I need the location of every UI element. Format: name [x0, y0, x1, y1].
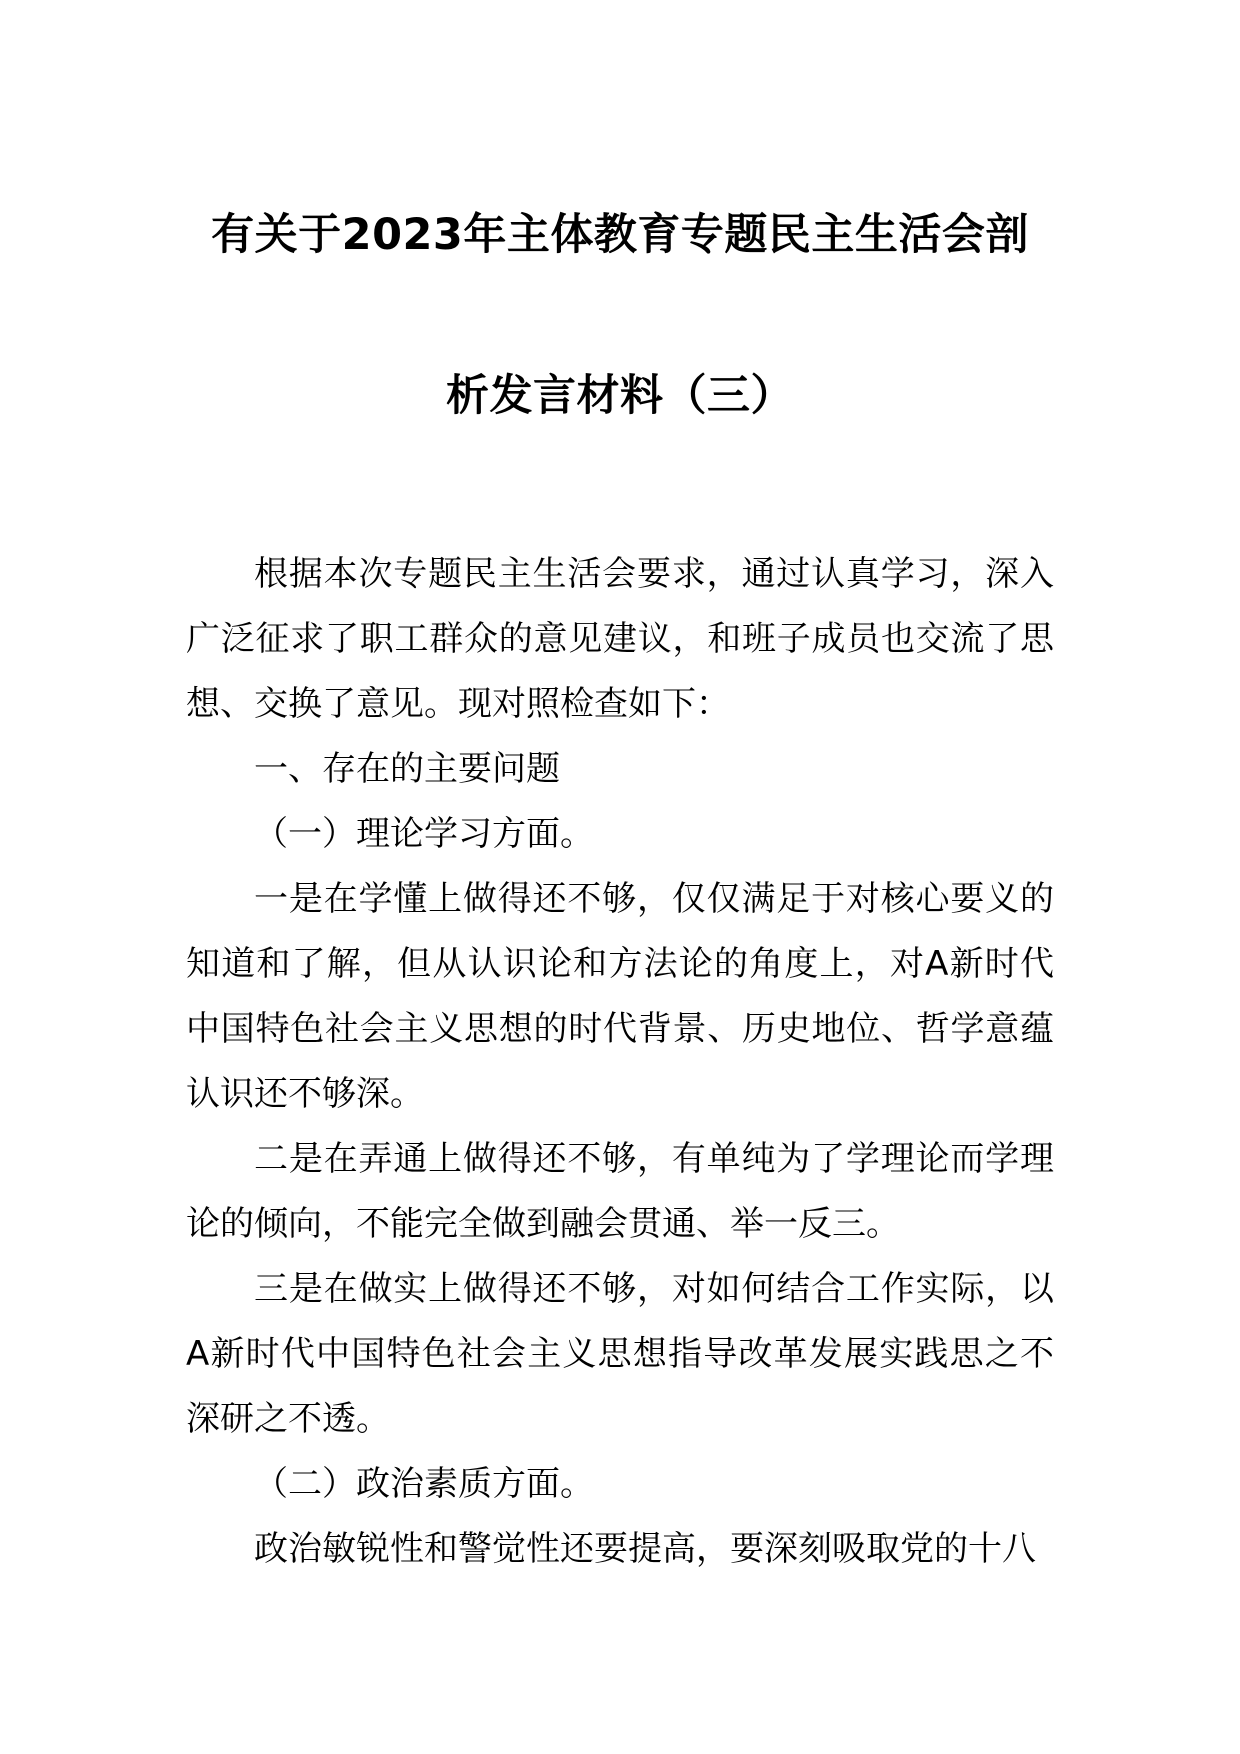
document-title-line-1: 有关于2023年主体教育专题民主生活会剖	[211, 210, 1029, 260]
section-heading-problems: 一、存在的主要问题	[254, 749, 560, 789]
document-body	[186, 542, 1054, 1582]
subsection-heading-theory-study: （一）理论学习方面。	[254, 814, 594, 854]
paragraph-point-two: 二是在弄通上做得还不够，有单纯为了学理论而学理论的倾向，不能完全做到融会贯通、举一反三。	[186, 1139, 1054, 1244]
intro-paragraph: 根据本次专题民主生活会要求，通过认真学习，深入广泛征求了职工群众的意见建议，和班子成员也交流了思想、交换了意见。现对照检查如下：	[186, 554, 1054, 724]
paragraph-point-three: 三是在做实上做得还不够，对如何结合工作实际，以A新时代中国特色社会主义思想指导改革发展实践思之不深研之不透。	[186, 1269, 1054, 1439]
document-title-line-2: 析发言材料（三）	[446, 371, 794, 421]
paragraph-point-one: 一是在学懂上做得还不够，仅仅满足于对核心要义的知道和了解，但从认识论和方法论的角度上，对A新时代中国特色社会主义思想的时代背景、历史地位、哲学意蕴认识还不够深。	[186, 879, 1054, 1114]
paragraph-political-sensitivity: 政治敏锐性和警觉性还要提高，要深刻吸取党的十八	[254, 1529, 1036, 1569]
subsection-heading-political-quality: （二）政治素质方面。	[254, 1464, 594, 1504]
